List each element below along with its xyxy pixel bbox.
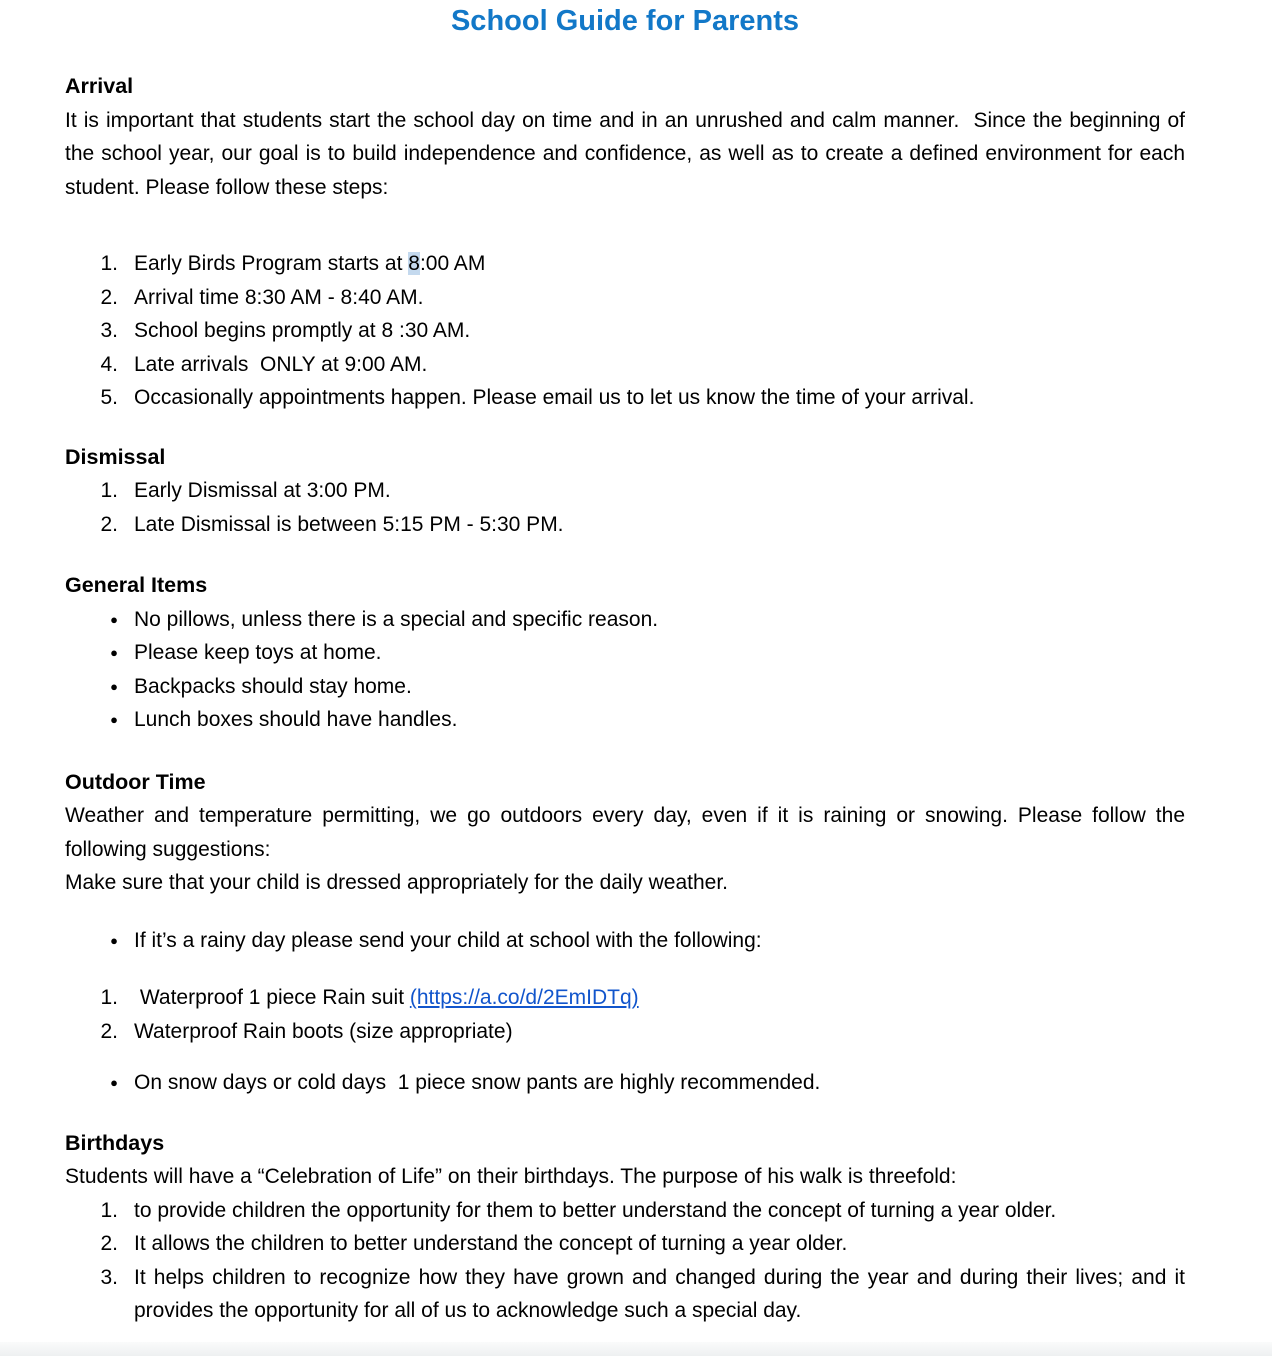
- list-number: 3.: [100, 1265, 118, 1289]
- outdoor-intro: Weather and temperature permitting, we go outdoors every day, even if it is raining or snowing. Please follow the following suggestions:: [65, 804, 1191, 861]
- rainy-day-bullet: [65, 924, 1185, 958]
- birthdays-intro: Students will have a “Celebration of Life” on their birthdays. The purpose of his walk is threefold:: [65, 1165, 957, 1188]
- list-text: School begins promptly at 8 :30 AM.: [134, 319, 471, 342]
- outdoor-dress-line: Make sure that your child is dressed appropriately for the daily weather.: [65, 871, 729, 894]
- general-item-2: [65, 636, 1185, 670]
- section-dismissal: [65, 441, 1185, 542]
- list-text: Occasionally appointments happen. Please email us to let us know the time of your arrival.: [134, 386, 975, 409]
- list-text: Waterproof Rain boots (size appropriate): [134, 1019, 513, 1043]
- list-text: It helps children to recognize how they have grown and changed during the year and during their lives; and it provides the opportunity for all of us to acknowledge such a special day.: [134, 1265, 1191, 1322]
- bullet-icon: ●: [110, 611, 118, 627]
- rain-suit-link[interactable]: (https://a.co/d/2EmIDTq): [409, 986, 639, 1009]
- list-number: 4.: [100, 352, 118, 376]
- list-number: 1.: [100, 986, 118, 1009]
- arrival-item-1-suffix: :00 AM: [419, 252, 486, 275]
- list-number: 1.: [100, 252, 118, 275]
- general-item-4: [65, 703, 1185, 737]
- list-text: Early Dismissal at 3:00 PM.: [134, 479, 391, 502]
- list-number: 1.: [100, 479, 118, 502]
- list-text: It allows the children to better understand the concept of turning a year older.: [134, 1232, 848, 1255]
- dismissal-item-1: [65, 474, 1185, 508]
- arrival-item-3: [65, 314, 1185, 348]
- list-text: Late arrivals ONLY at 9:00 AM.: [134, 352, 428, 376]
- list-number: 1.: [100, 1198, 118, 1222]
- list-text: to provide children the opportunity for them to better understand the concept of turning a year older.: [134, 1198, 1057, 1222]
- arrival-intro: It is important that students start the school day on time and in an unrushed and calm manner. Since the beginning of the school year, our goal is to build independence and confidence, as well as to create a defined environment for each student. Please follow these steps:: [65, 108, 1191, 199]
- list-text: Arrival time 8:30 AM - 8:40 AM.: [134, 285, 424, 309]
- arrival-item-5: [65, 381, 1185, 415]
- arrival-item-2: [65, 281, 1185, 315]
- arrival-item-1: [65, 247, 1185, 281]
- list-text: On snow days or cold days 1 piece snow pants are highly recommended.: [134, 1071, 821, 1094]
- list-number: 5.: [100, 386, 118, 409]
- list-text: If it’s a rainy day please send your child at school with the following:: [134, 928, 762, 952]
- bullet-icon: ●: [110, 712, 118, 727]
- list-number: 2.: [100, 1019, 118, 1043]
- section-outdoor-time: [65, 766, 1191, 1100]
- list-text: Please keep toys at home.: [134, 641, 382, 664]
- dismissal-item-2: [65, 508, 1185, 542]
- arrival-item-1-prefix: Early Birds Program starts at: [134, 252, 409, 275]
- birthdays-item-2: [65, 1227, 1185, 1261]
- outdoor-time-heading: Outdoor Time: [65, 769, 206, 794]
- snow-day-bullet: [65, 1066, 1185, 1100]
- bullet-icon: ●: [110, 678, 118, 694]
- list-text: Lunch boxes should have handles.: [134, 708, 458, 731]
- list-text: [134, 981, 1185, 1015]
- page-bottom-edge: [0, 1342, 1272, 1356]
- section-birthdays: [65, 1127, 1191, 1328]
- list-number: 2.: [100, 512, 118, 536]
- document-title: School Guide for Parents: [450, 5, 800, 37]
- rain-suit-text: Waterproof 1 piece Rain suit: [134, 986, 410, 1009]
- general-item-1: [65, 603, 1185, 637]
- general-item-3: [65, 670, 1185, 704]
- birthdays-heading: Birthdays: [65, 1130, 165, 1155]
- birthdays-item-3: [65, 1261, 1191, 1328]
- bullet-icon: ●: [110, 932, 118, 948]
- list-number: 3.: [100, 319, 118, 342]
- document-page: [65, 3, 1191, 1328]
- selected-text: 8: [408, 252, 420, 275]
- dismissal-heading: Dismissal: [65, 444, 166, 469]
- list-text: Late Dismissal is between 5:15 PM - 5:30 PM.: [134, 512, 564, 536]
- rain-item-2: [65, 1015, 1185, 1049]
- list-text: [134, 247, 1185, 281]
- list-number: 2.: [100, 285, 118, 309]
- section-general-items: [65, 569, 1185, 737]
- list-text: Backpacks should stay home.: [134, 674, 412, 698]
- general-items-heading: General Items: [65, 573, 208, 597]
- section-arrival: [65, 70, 1191, 415]
- bullet-icon: ●: [110, 1075, 118, 1090]
- list-number: 2.: [100, 1232, 118, 1255]
- birthdays-item-1: [65, 1194, 1185, 1228]
- arrival-item-4: [65, 348, 1185, 382]
- bullet-icon: ●: [110, 645, 118, 660]
- arrival-heading: Arrival: [65, 74, 134, 98]
- list-text: No pillows, unless there is a special and specific reason.: [134, 607, 659, 631]
- rain-item-1: [65, 981, 1185, 1015]
